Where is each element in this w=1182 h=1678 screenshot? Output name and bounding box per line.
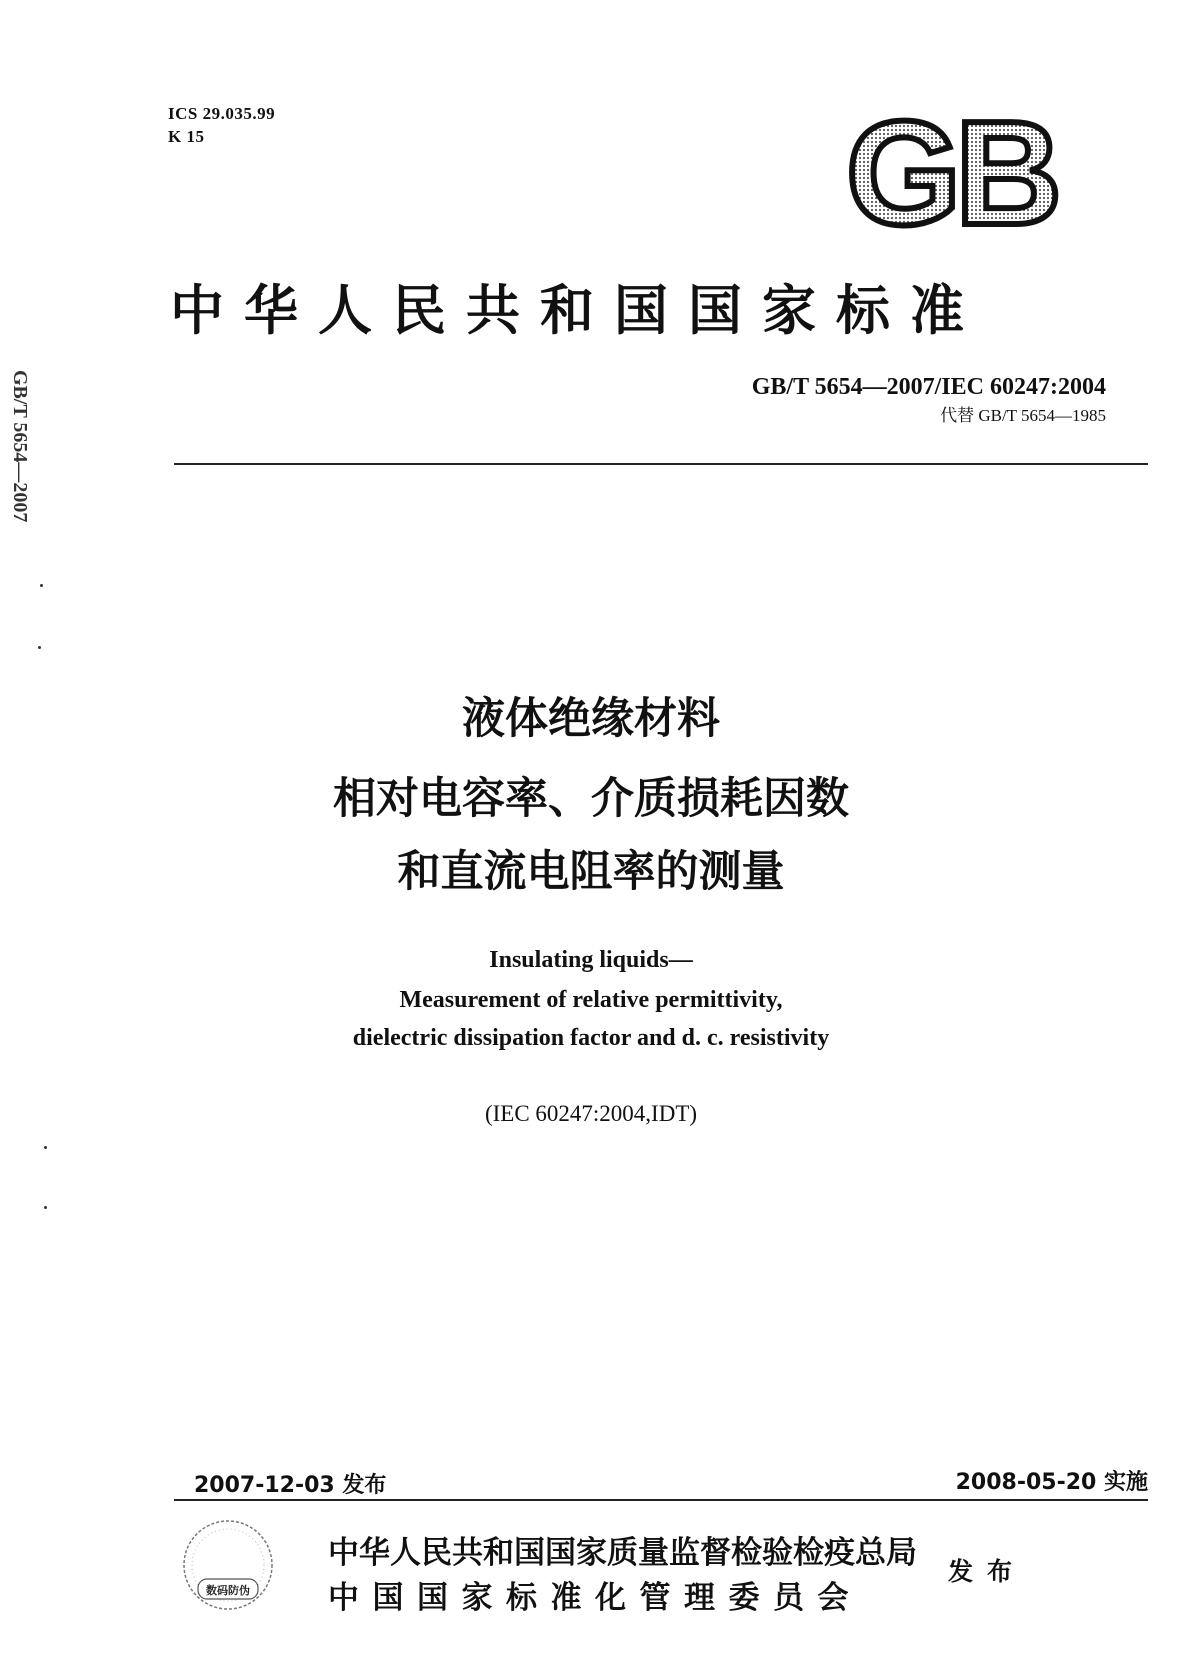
gb-logo — [846, 91, 1086, 256]
issuer-aqsiq: 中华人民共和国国家质量监督检验检疫总局 — [328, 1535, 917, 1571]
anti-counterfeit-seal — [180, 1517, 276, 1613]
title-en-line-1: Insulating liquids— — [489, 947, 693, 973]
title-zh-line-2: 相对电容率、介质损耗因数 — [333, 774, 849, 824]
ccs-code: K 15 — [168, 127, 205, 146]
issuer-sac: 中国国家标准化管理委员会 — [328, 1580, 862, 1616]
ics-code: ICS 29.035.99 — [168, 104, 276, 123]
adoption-statement: (IEC 60247:2004,IDT) — [484, 1101, 698, 1126]
title-en-line-2: Measurement of relative permittivity, — [399, 987, 783, 1013]
issue-label: 发布 — [948, 1557, 1027, 1586]
scan-speck — [44, 1146, 47, 1149]
scan-speck — [38, 646, 41, 649]
header-divider — [174, 463, 1148, 465]
replaces-standard: 代替 GB/T 5654—1985 — [940, 406, 1106, 425]
svg-text:数码防伪: 数码防伪 — [206, 1584, 250, 1597]
title-zh-line-3: 和直流电阻率的测量 — [397, 847, 785, 897]
scan-speck — [40, 584, 43, 587]
effective-date: 2008-05-20 实施 — [955, 1470, 1148, 1495]
scan-speck — [44, 1206, 47, 1209]
title-en-line-3: dielectric dissipation factor and d. c. resistivity — [352, 1025, 830, 1051]
spine-text — [0, 370, 31, 650]
svg-text:GB/T 5654—2007: GB/T 5654—2007 — [9, 370, 31, 523]
classification-codes — [168, 102, 275, 148]
title-zh-line-1: 液体绝缘材料 — [462, 694, 720, 744]
footer-divider — [174, 1499, 1148, 1501]
publish-date: 2007-12-03 发布 — [194, 1473, 387, 1498]
standard-number: GB/T 5654—2007/IEC 60247:2004 — [751, 374, 1106, 400]
national-standard-title: 中华人民共和国国家标准 — [170, 278, 984, 342]
svg-text:GB: GB — [846, 91, 1056, 256]
